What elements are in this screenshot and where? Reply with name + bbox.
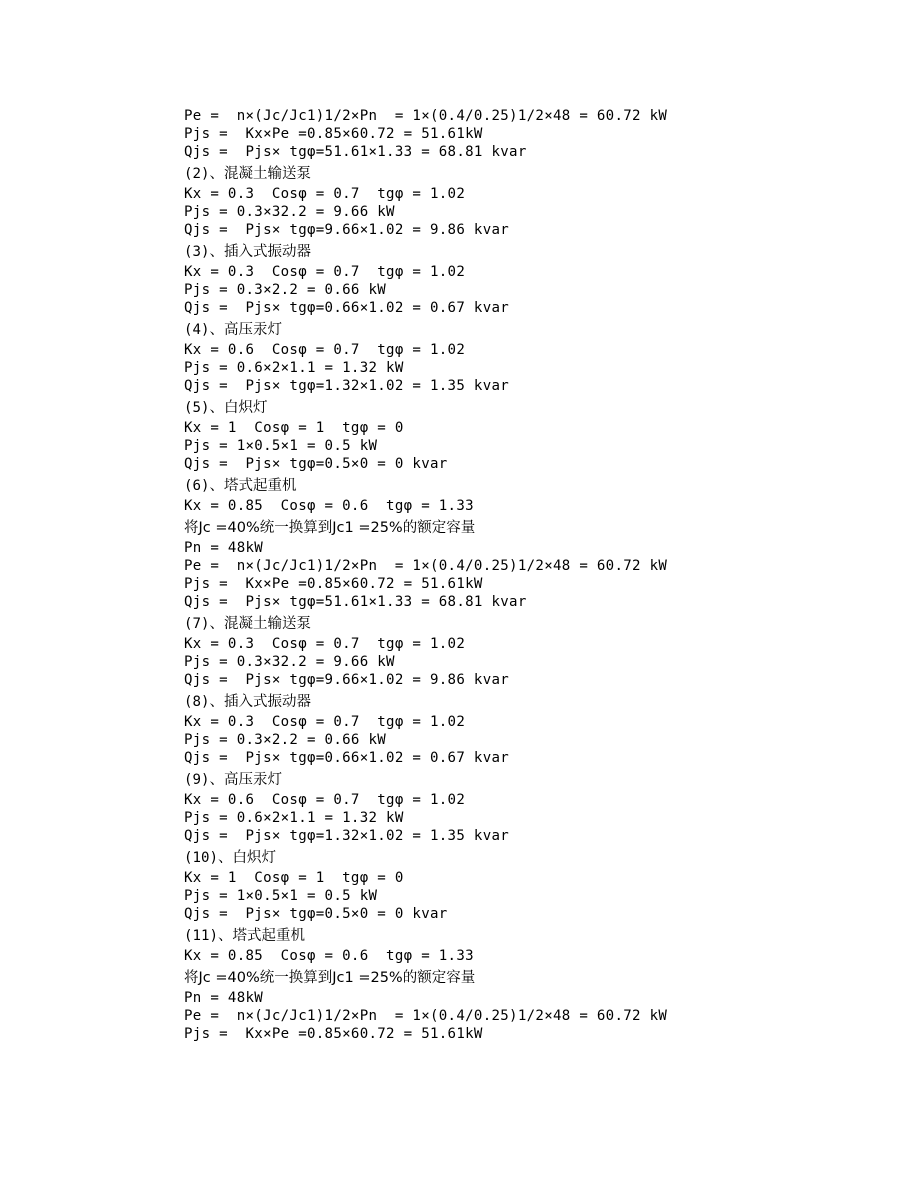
formula-line: Kx = 1 Cosφ = 1 tgφ = 0: [184, 870, 404, 886]
formula-line: Kx = 0.85 Cosφ = 0.6 tgφ = 1.33: [184, 498, 474, 514]
formula-line: Qjs = Pjs× tgφ=0.5×0 = 0 kvar: [184, 906, 448, 922]
formula-line: Kx = 0.3 Cosφ = 0.7 tgφ = 1.02: [184, 186, 466, 202]
section-title: 、塔式起重机: [209, 478, 297, 494]
formula-line: Kx = 0.3 Cosφ = 0.7 tgφ = 1.02: [184, 264, 466, 280]
formula-line: Pjs = 0.6×2×1.1 = 1.32 kW: [184, 360, 404, 376]
section-number: (2): [184, 166, 210, 182]
section-title: 、混凝土输送泵: [209, 616, 311, 632]
formula-line: Pjs = 0.3×32.2 = 9.66 kW: [184, 204, 395, 220]
section-heading: [184, 518, 884, 538]
formula-line: Pe = n×(Jc/Jc1)1/2×Pn = 1×(0.4/0.25)1/2×48 = 60.72 kW: [184, 558, 668, 574]
formula-line: Kx = 1 Cosφ = 1 tgφ = 0: [184, 420, 404, 436]
section-heading: [184, 848, 884, 868]
formula-line: Pe = n×(Jc/Jc1)1/2×Pn = 1×(0.4/0.25)1/2×48 = 60.72 kW: [184, 108, 668, 124]
formula-line: Qjs = Pjs× tgφ=1.32×1.02 = 1.35 kvar: [184, 378, 510, 394]
formula-line: Pjs = Kx×Pe =0.85×60.72 = 51.61kW: [184, 126, 483, 142]
formula-line: Pjs = 0.3×32.2 = 9.66 kW: [184, 654, 395, 670]
section-number: (10): [184, 850, 218, 866]
formula-line: Qjs = Pjs× tgφ=51.61×1.33 = 68.81 kvar: [184, 594, 527, 610]
formula-line: Pjs = 0.6×2×1.1 = 1.32 kW: [184, 810, 404, 826]
section-number: (8): [184, 694, 210, 710]
section-title: 、白炽灯: [217, 850, 276, 866]
formula-line: Qjs = Pjs× tgφ=0.66×1.02 = 0.67 kvar: [184, 750, 510, 766]
section-heading: [184, 242, 884, 262]
formula-line: Qjs = Pjs× tgφ=0.5×0 = 0 kvar: [184, 456, 448, 472]
section-heading: [184, 770, 884, 790]
section-heading: [184, 398, 884, 418]
formula-line: Qjs = Pjs× tgφ=9.66×1.02 = 9.86 kvar: [184, 672, 510, 688]
formula-line: Pjs = Kx×Pe =0.85×60.72 = 51.61kW: [184, 576, 483, 592]
formula-line: Kx = 0.85 Cosφ = 0.6 tgφ = 1.33: [184, 948, 474, 964]
section-heading: [184, 692, 884, 712]
section-heading: [184, 320, 884, 340]
formula-line: Pjs = 1×0.5×1 = 0.5 kW: [184, 438, 378, 454]
section-title: 将Jc =40%统一换算到Jc1 =25%的额定容量: [184, 520, 476, 536]
section-number: (6): [184, 478, 210, 494]
section-number: (11): [184, 928, 218, 944]
formula-line: Qjs = Pjs× tgφ=0.66×1.02 = 0.67 kvar: [184, 300, 510, 316]
formula-line: Qjs = Pjs× tgφ=1.32×1.02 = 1.35 kvar: [184, 828, 510, 844]
formula-line: Qjs = Pjs× tgφ=9.66×1.02 = 9.86 kvar: [184, 222, 510, 238]
formula-line: Kx = 0.6 Cosφ = 0.7 tgφ = 1.02: [184, 342, 466, 358]
section-heading: [184, 926, 884, 946]
section-heading: [184, 968, 884, 988]
formula-line: Pe = n×(Jc/Jc1)1/2×Pn = 1×(0.4/0.25)1/2×48 = 60.72 kW: [184, 1008, 668, 1024]
formula-line: Pjs = 0.3×2.2 = 0.66 kW: [184, 282, 387, 298]
formula-line: Pn = 48kW: [184, 540, 264, 556]
section-title: 、高压汞灯: [209, 322, 282, 338]
formula-line: Kx = 0.6 Cosφ = 0.7 tgφ = 1.02: [184, 792, 466, 808]
calculation-text-body: [184, 107, 884, 1043]
section-number: (7): [184, 616, 210, 632]
formula-line: Pjs = 0.3×2.2 = 0.66 kW: [184, 732, 387, 748]
formula-line: Qjs = Pjs× tgφ=51.61×1.33 = 68.81 kvar: [184, 144, 527, 160]
section-title: 、塔式起重机: [217, 928, 305, 944]
section-title: 、混凝土输送泵: [209, 166, 311, 182]
formula-line: Pjs = 1×0.5×1 = 0.5 kW: [184, 888, 378, 904]
formula-line: Pjs = Kx×Pe =0.85×60.72 = 51.61kW: [184, 1026, 483, 1042]
formula-line: Pn = 48kW: [184, 990, 264, 1006]
section-number: (9): [184, 772, 210, 788]
section-title: 将Jc =40%统一换算到Jc1 =25%的额定容量: [184, 970, 476, 986]
section-number: (4): [184, 322, 210, 338]
section-heading: [184, 476, 884, 496]
section-number: (5): [184, 400, 210, 416]
section-heading: [184, 164, 884, 184]
section-title: 、白炽灯: [209, 400, 268, 416]
section-title: 、插入式振动器: [209, 244, 311, 260]
section-number: (3): [184, 244, 210, 260]
formula-line: Kx = 0.3 Cosφ = 0.7 tgφ = 1.02: [184, 714, 466, 730]
section-title: 、插入式振动器: [209, 694, 311, 710]
section-heading: [184, 614, 884, 634]
section-title: 、高压汞灯: [209, 772, 282, 788]
formula-line: Kx = 0.3 Cosφ = 0.7 tgφ = 1.02: [184, 636, 466, 652]
